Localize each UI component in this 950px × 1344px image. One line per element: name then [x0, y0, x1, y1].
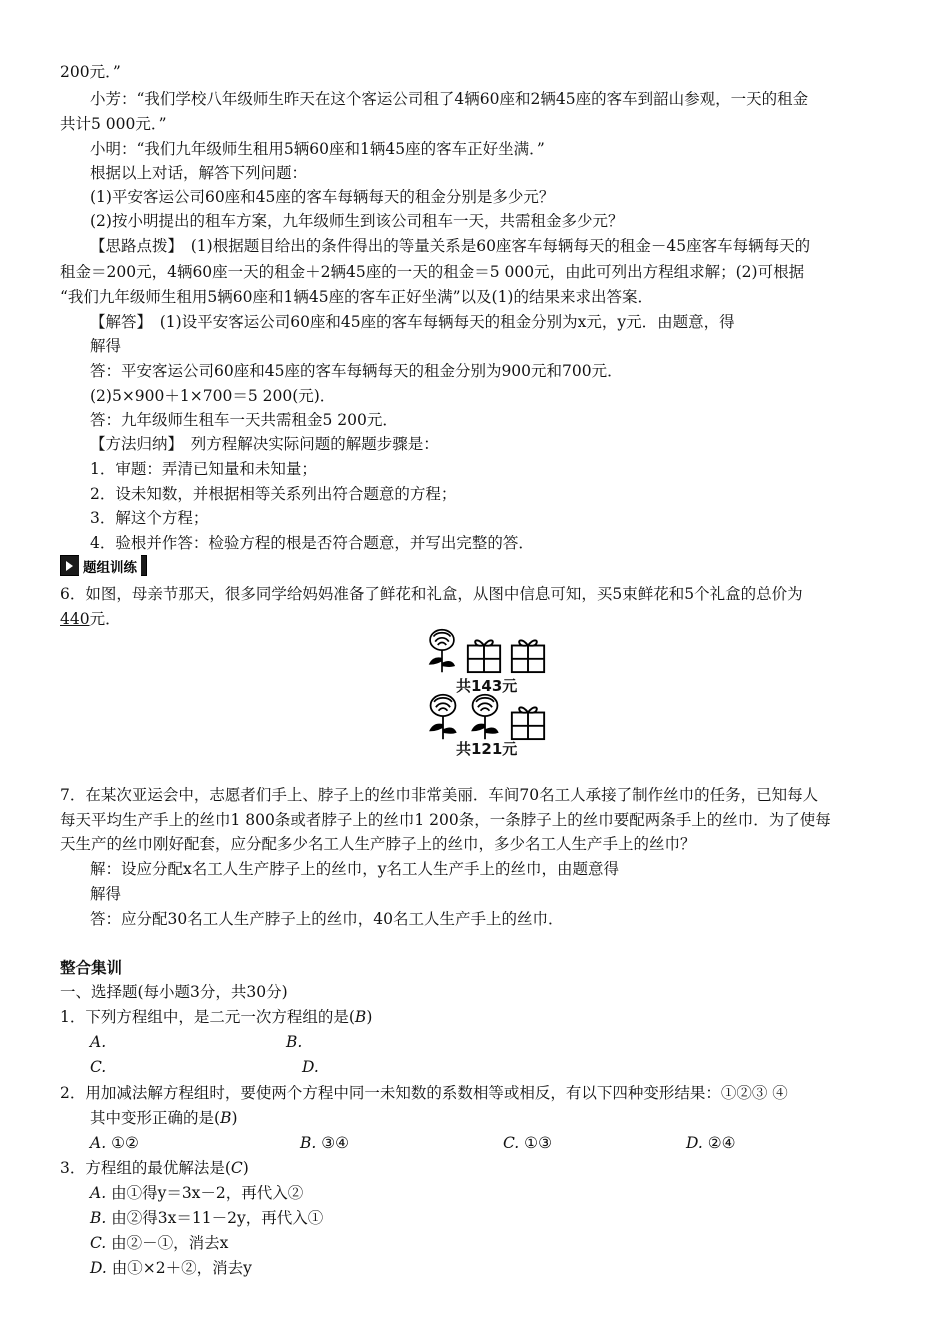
- text-line: 4．验根并作答：检验方程的根是否符合题意，并写出完整的答．: [90, 534, 534, 552]
- text-line: 【方法归纳】 列方程解决实际问题的解题步骤是：: [90, 435, 439, 453]
- text-line: 解得: [90, 337, 122, 355]
- text-line: 【解答】 (1)设平安客运公司60座和45座的客车每辆每天的租金分别为x元，y元．由题意，得: [90, 313, 735, 331]
- text-line: 答：九年级师生租车一天共需租金5 200元．: [90, 411, 398, 429]
- text-line: (2)按小明提出的租车方案，九年级师生到该公司租车一天，共需租金多少元？: [90, 212, 624, 230]
- text-line: 2．设未知数，并根据相等关系列出符合题意的方程；: [90, 485, 457, 503]
- section-title: 整合集训: [60, 959, 123, 977]
- badge-label: 题组训练: [79, 555, 141, 577]
- gift-box-icon: [509, 703, 547, 741]
- question-1: [60, 1007, 372, 1027]
- text-line: 共计5 000元．”: [60, 115, 167, 133]
- gift-box-icon: [465, 636, 503, 674]
- text-line: (2)5×900＋1×700＝5 200(元)．: [90, 387, 336, 405]
- text-line: 解得: [90, 885, 122, 903]
- option-b: B. 由②得3x＝11－2y，再代入①: [90, 1209, 324, 1227]
- option-a: A. 由①得y＝3x－2，再代入②: [90, 1184, 304, 1202]
- question-2-stem2: [90, 1108, 238, 1128]
- text-line: 答：应分配30名工人生产脖子上的丝巾，40名工人生产手上的丝巾．: [90, 910, 564, 928]
- text-line: “我们九年级师生租用5辆60座和1辆45座的客车正好坐满”以及(1)的结果来求出答案．: [60, 288, 653, 306]
- text-line: (1)平安客运公司60座和45座的客车每辆每天的租金分别是多少元？: [90, 188, 555, 206]
- text-line: 天生产的丝巾刚好配套，应分配多少名工人生产脖子上的丝巾，多少名工人生产手上的丝巾？: [60, 835, 696, 853]
- answer-choice: B: [354, 1008, 367, 1026]
- flower-icon: [425, 693, 461, 741]
- option-c: C. ①③: [503, 1134, 552, 1152]
- play-icon: [66, 561, 73, 571]
- paren: ): [366, 1008, 373, 1026]
- question-7: 7．在某次亚运会中，志愿者们手上、脖子上的丝巾非常美丽．车间70名工人承接了制作丝巾的任务，已知每人: [60, 786, 819, 804]
- option-d: D.: [302, 1058, 319, 1076]
- question-stem: 其中变形正确的是(: [90, 1109, 221, 1127]
- paren: ): [242, 1159, 249, 1177]
- text-line: 解：设应分配x名工人生产脖子上的丝巾，y名工人生产手上的丝巾，由题意得: [90, 860, 620, 878]
- option-c: C. 由②－①，消去x: [90, 1234, 229, 1252]
- text-line: 租金＝200元，4辆60座一天的租金＋2辆45座的一天的租金＝5 000元，由此可列出方程组求解；(2)可根据: [60, 263, 805, 281]
- answer-choice: C: [230, 1159, 243, 1177]
- answer-unit: 元．: [89, 610, 121, 628]
- section-part: 一、选择题(每小题3分，共30分): [60, 983, 288, 1001]
- figure-caption-1: 共143元: [456, 677, 518, 695]
- option-a: A. ①②: [90, 1134, 139, 1152]
- text-line: 根据以上对话，解答下列问题：: [90, 164, 308, 182]
- answer-blank: 440: [60, 610, 90, 628]
- text-line: 小明：“我们九年级师生租用5辆60座和1辆45座的客车正好坐满．”: [90, 140, 545, 158]
- figure-row-1: [425, 628, 547, 674]
- text-line: 1．审题：弄清已知量和未知量；: [90, 460, 317, 478]
- text-line: 200元．”: [60, 63, 121, 81]
- text-line: 【思路点拨】 (1)根据题目给出的条件得出的等量关系是60座客车每辆每天的租金－45座客车每辆每天的: [90, 237, 811, 255]
- question-2: 2．用加减法解方程组时，要使两个方程中同一未知数的系数相等或相反，有以下四种变形结果：①②③ ④: [60, 1084, 788, 1102]
- figure-caption-2: 共121元: [456, 740, 518, 758]
- text-line: 每天平均生产手上的丝巾1 800条或者脖子上的丝巾1 200条，一条脖子上的丝巾要配两条手上的丝巾．为了使每: [60, 811, 831, 829]
- answer-choice: B: [220, 1109, 232, 1127]
- option-d: D. 由①×2＋②，消去y: [90, 1259, 252, 1277]
- flower-icon: [467, 693, 503, 741]
- option-b: B.: [286, 1033, 303, 1051]
- flower-icon: [425, 628, 459, 674]
- option-b: B. ③④: [300, 1134, 350, 1152]
- section-badge: [60, 555, 147, 576]
- option-d: D. ②④: [686, 1134, 736, 1152]
- question-6-answer-line: [60, 609, 121, 629]
- question-stem: 1．下列方程组中，是二元一次方程组的是(: [60, 1008, 355, 1026]
- option-a: A.: [90, 1033, 107, 1051]
- text-line: 小芳：“我们学校八年级师生昨天在这个客运公司租了4辆60座和2辆45座的客车到韶山参观，一天的租金: [90, 90, 809, 108]
- question-6: 6．如图，母亲节那天，很多同学给妈妈准备了鲜花和礼盒，从图中信息可知，买5束鲜花和5个礼盒的总价为: [60, 585, 803, 603]
- question-3: [60, 1158, 249, 1178]
- figure-row-2: [425, 693, 547, 741]
- option-c: C.: [90, 1058, 107, 1076]
- gift-box-icon: [509, 636, 547, 674]
- text-line: 答：平安客运公司60座和45座的客车每辆每天的租金分别为900元和700元．: [90, 362, 623, 380]
- text-line: 3．解这个方程；: [90, 509, 209, 527]
- question-stem: 3．方程组的最优解法是(: [60, 1159, 231, 1177]
- paren: ): [231, 1109, 238, 1127]
